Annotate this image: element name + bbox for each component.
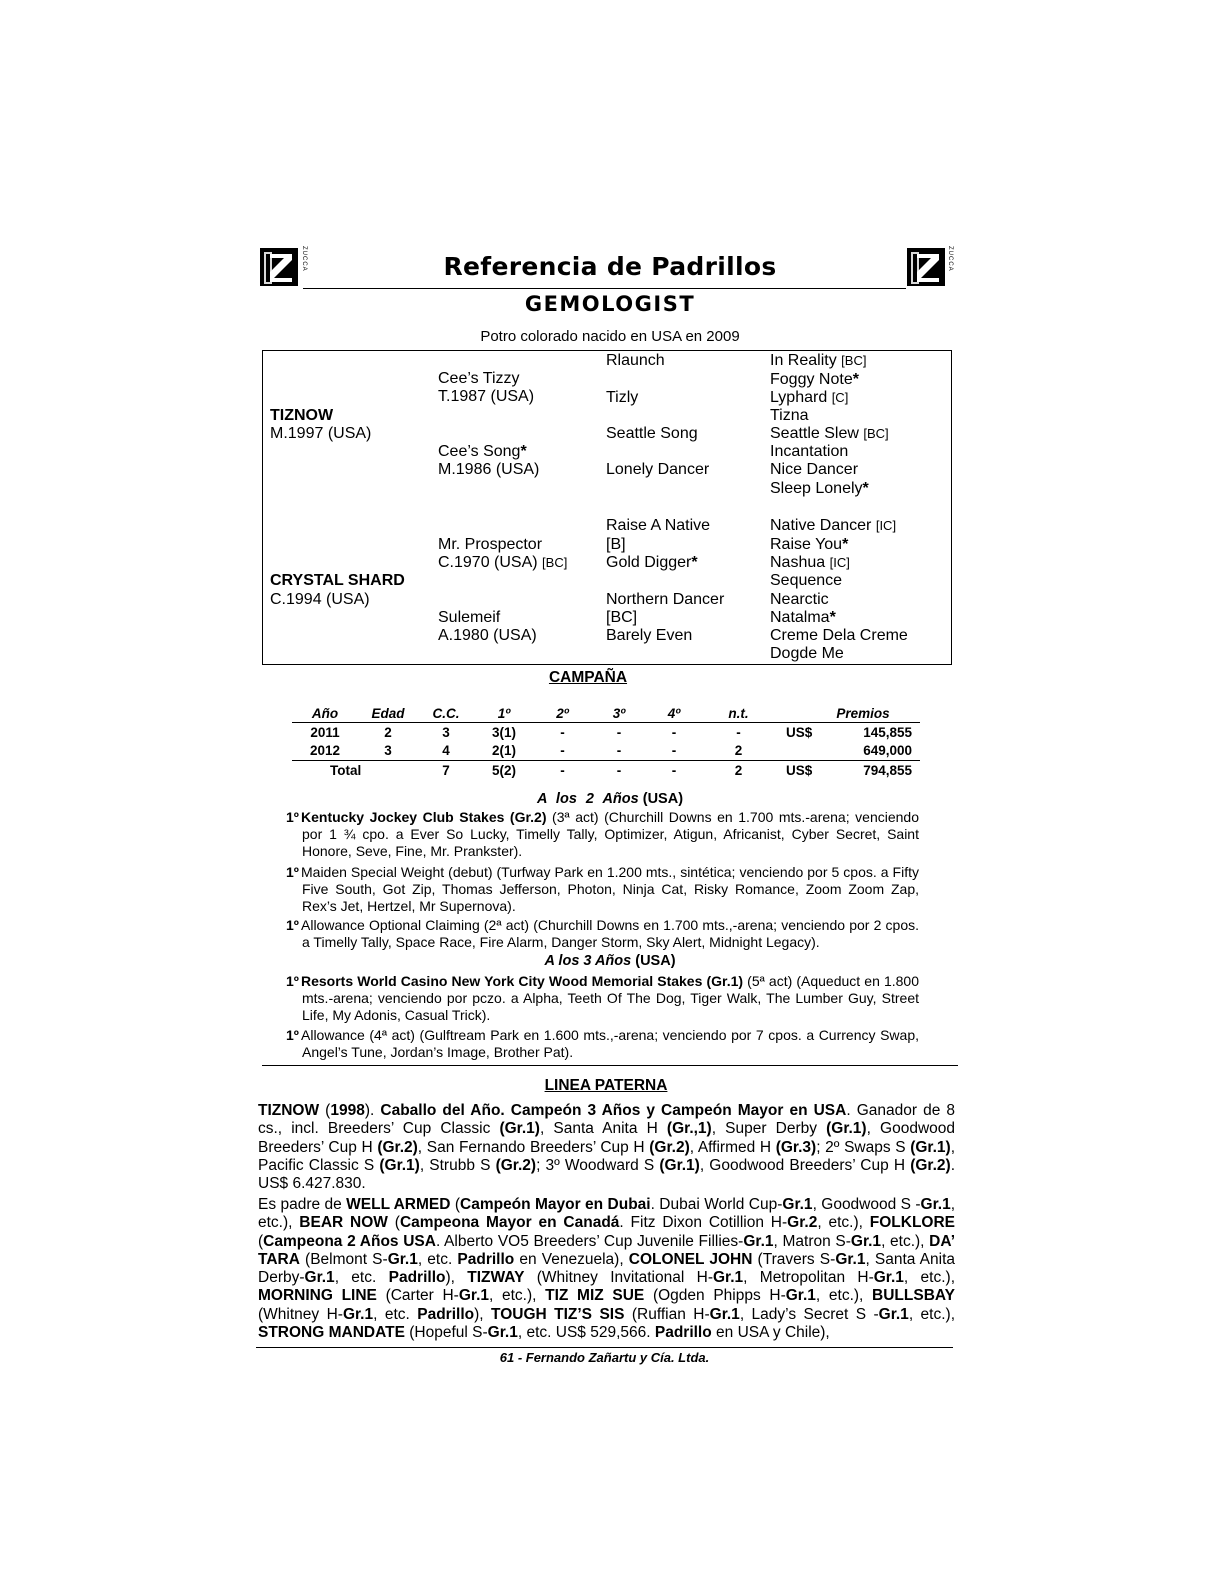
- text-run: WELL ARMED: [346, 1196, 451, 1213]
- text-run: , San Fernando Breeders’ Cup H: [417, 1138, 650, 1156]
- text-run: TIZNOW: [258, 1102, 320, 1119]
- g4-sequence: Sequence: [770, 572, 843, 589]
- text-run: , etc.),: [881, 1232, 930, 1250]
- cell-prize: 649,000: [863, 743, 912, 759]
- text-run: Campeón Mayor en Dubai: [460, 1196, 651, 1213]
- text-run: Gr.1: [458, 1287, 490, 1305]
- text-run: Gr.1: [487, 1324, 518, 1342]
- text-run: , etc.),: [489, 1287, 546, 1305]
- text-run: Campeona Mayor en Canadá: [399, 1214, 620, 1232]
- linea-paterna-paragraph-1: [258, 1102, 955, 1193]
- sire-dam-info: M.1986 (USA): [438, 461, 540, 478]
- text-run: ).: [364, 1102, 381, 1119]
- text-run: Gr.1: [920, 1196, 951, 1213]
- horse-description: Potro colorado nacido en USA en 2009: [480, 328, 740, 345]
- text-run: , Super Derby: [711, 1120, 827, 1138]
- cell-first: 3(1): [491, 724, 516, 740]
- g4-incantation: Incantation: [770, 443, 849, 460]
- sire-name: TIZNOW: [270, 407, 334, 424]
- campaign-title: CAMPAÑA: [548, 669, 628, 686]
- text-run: Gr.1: [835, 1250, 866, 1268]
- text-run: , Goodwood S -: [812, 1196, 921, 1213]
- text-run: , Goodwood Breeders’ Cup H: [699, 1156, 911, 1174]
- col-nt: n.t.: [701, 704, 776, 723]
- text-run: Es padre de: [258, 1196, 347, 1213]
- cell-nt: 2: [734, 743, 743, 759]
- text-run: , etc.),: [258, 1196, 956, 1232]
- total-row: [292, 761, 920, 780]
- col-fourth: 4º: [647, 704, 701, 723]
- g3-rlaunch: Rlaunch: [606, 352, 665, 369]
- g4-natalma: Natalma*: [770, 609, 836, 626]
- text-run: Gr.1: [304, 1269, 335, 1287]
- col-third: 3º: [591, 704, 647, 723]
- three-years-heading: A los 3 Años (USA): [544, 953, 676, 969]
- cell-third: -: [616, 743, 622, 759]
- cell-age: 3: [384, 743, 392, 759]
- pedigree-table: [262, 350, 952, 665]
- cell-nt: 2: [701, 761, 776, 780]
- g4-foggy-note: Foggy Note*: [770, 371, 859, 388]
- cell-fourth: -: [671, 743, 677, 759]
- text-run: , Lady’s Secret S -: [739, 1305, 879, 1323]
- text-run: (Gr.,1): [666, 1120, 712, 1138]
- dam-sire-info: C.1970 (USA) [BC]: [438, 554, 568, 571]
- text-run: , Santa Anita Derby-: [258, 1250, 956, 1287]
- col-first: 1º: [474, 704, 534, 723]
- g4-nearctic: Nearctic: [770, 591, 829, 608]
- text-run: Gr.1: [743, 1232, 774, 1250]
- text-run: , Strubb S: [419, 1156, 496, 1174]
- text-run: Gr.1: [782, 1196, 813, 1213]
- text-run: (Travers S-: [752, 1250, 836, 1268]
- text-run: , Pacific Classic S: [258, 1138, 955, 1174]
- table-row: [292, 723, 920, 742]
- text-run: (: [387, 1214, 400, 1232]
- text-run: (: [319, 1102, 331, 1119]
- text-run: Gr.2: [787, 1214, 818, 1232]
- linea-paterna-paragraph-2: [258, 1196, 955, 1342]
- table-row: [292, 742, 920, 761]
- g4-seattle-slew: Seattle Slew [BC]: [770, 425, 889, 442]
- text-run: ),: [445, 1269, 468, 1287]
- text-run: , etc. US$ 529,566.: [517, 1324, 655, 1342]
- g4-native-dancer: Native Dancer [IC]: [770, 517, 897, 534]
- g4-dogde-me: Dogde Me: [770, 645, 844, 662]
- text-run: (Belmont S-: [299, 1250, 388, 1268]
- text-run: (: [450, 1196, 460, 1213]
- text-run: (Gr.2): [377, 1138, 418, 1156]
- col-year: Año: [292, 704, 358, 723]
- dam-dam-info: A.1980 (USA): [438, 627, 537, 644]
- text-run: en USA y Chile),: [711, 1324, 830, 1342]
- dam-info: C.1994 (USA): [270, 591, 370, 608]
- cell-first: 5(2): [474, 761, 534, 780]
- text-run: en Venezuela),: [514, 1250, 629, 1268]
- g3-gold-digger: Gold Digger*: [606, 554, 698, 571]
- text-run: COLONEL JOHN: [628, 1250, 753, 1268]
- text-run: Gr.1: [387, 1250, 418, 1268]
- cell-cc: 3: [442, 724, 450, 740]
- g4-in-reality: In Reality [BC]: [770, 352, 867, 369]
- text-run: , etc.),: [903, 1269, 955, 1287]
- g4-sleep-lonely: Sleep Lonely*: [770, 480, 869, 497]
- text-run: TIZWAY: [467, 1269, 525, 1287]
- text-run: 1998: [330, 1102, 365, 1119]
- text-run: BULLSBAY: [872, 1287, 955, 1305]
- text-run: (Ogden Phipps H-: [644, 1287, 786, 1305]
- section-divider: [262, 1065, 958, 1066]
- text-run: (Hopeful S-: [404, 1324, 488, 1342]
- sire-info: M.1997 (USA): [270, 425, 372, 442]
- text-run: , etc.),: [908, 1305, 955, 1323]
- g3-raise-a-native-tag: [B]: [606, 536, 626, 553]
- text-run: ),: [474, 1305, 492, 1323]
- cell-year: 2011: [310, 724, 340, 740]
- text-run: Padrillo: [457, 1250, 515, 1268]
- text-run: (Gr.2): [649, 1138, 690, 1156]
- text-run: , Affirmed H: [689, 1138, 776, 1156]
- text-run: . Ganador de 8 cs., incl. Breeders’ Cup Classic: [258, 1102, 955, 1138]
- text-run: Gr.1: [850, 1232, 882, 1250]
- dam-dam-name: Sulemeif: [438, 609, 501, 626]
- text-run: (Gr.1): [826, 1120, 867, 1138]
- header-divider: [303, 288, 906, 289]
- col-second: 2º: [534, 704, 591, 723]
- text-run: , Metropolitan H-: [743, 1269, 874, 1287]
- text-run: (Gr.1): [910, 1138, 951, 1156]
- text-run: ; 3º Woodward S: [536, 1156, 660, 1174]
- sire-dam-name: Cee’s Song*: [438, 443, 527, 460]
- g3-seattle-song: Seattle Song: [606, 425, 698, 442]
- cell-second: -: [534, 761, 591, 780]
- text-run: (Carter H-: [376, 1287, 459, 1305]
- text-run: (Whitney Invitational H-: [524, 1269, 713, 1287]
- cell-fourth: -: [647, 761, 701, 780]
- cell-age: 2: [384, 724, 392, 740]
- text-run: , etc.: [417, 1250, 458, 1268]
- dam-sire-name: Mr. Prospector: [438, 536, 543, 553]
- col-prizes: Premios: [776, 704, 920, 723]
- g3-lonely-dancer: Lonely Dancer: [606, 461, 710, 478]
- text-run: (: [258, 1232, 264, 1250]
- text-run: , etc.: [334, 1269, 389, 1287]
- col-age: Edad: [358, 704, 418, 723]
- cell-prize: US$ 145,855: [786, 724, 912, 740]
- sire-sire-name: Cee’s Tizzy: [438, 370, 520, 387]
- text-run: TIZ MIZ SUE: [545, 1287, 645, 1305]
- text-run: Gr.1: [712, 1269, 744, 1287]
- text-run: , etc.),: [815, 1287, 873, 1305]
- logo-caption-left: ZUCCA: [301, 246, 307, 272]
- text-run: (Gr.3): [775, 1138, 817, 1156]
- cell-total-label: Total: [292, 761, 418, 780]
- text-run: DA’ TARA: [258, 1232, 955, 1268]
- cell-third: -: [591, 761, 647, 780]
- g3-barely-even: Barely Even: [606, 627, 693, 644]
- race-entry: 1º Maiden Special Weight (debut) (Turfway Park en 1.200 mts., sintética; venciendo por 5 cpos. a Fifty Five South, Got Zip, Thomas Jefferson, Photon, Ninja Cat, Risky Romance, Zoom Zoom Zap, Rex’s Jet, Hertzel, Mr Supernova).: [286, 864, 919, 915]
- cell-second: -: [560, 724, 565, 740]
- text-run: . Alberto VO5 Breeders’ Cup Juvenile Fillies-: [435, 1232, 744, 1250]
- text-run: Gr.1: [873, 1269, 904, 1287]
- text-run: Padrillo: [417, 1305, 475, 1323]
- text-run: (Gr.1): [659, 1156, 700, 1174]
- g4-tizna: Tizna: [770, 407, 809, 424]
- text-run: FOLKLORE: [869, 1214, 956, 1232]
- text-run: Gr.1: [342, 1305, 374, 1323]
- two-years-heading: A los 2 Años (USA): [536, 791, 684, 807]
- text-run: , Matron S-: [773, 1232, 851, 1250]
- g4-lyphard: Lyphard [C]: [770, 389, 849, 406]
- race-entry: 1º Kentucky Jockey Club Stakes (Gr.2) (3ª act) (Churchill Downs en 1.700 mts.-arena; venciendo por 1 ¾ cpo. a Ever So Lucky, Timelly Tally, Optimizer, Atigun, Africanist, Cyber Secret, Saint Honore, Seve, Fine, Mr. Prankster).: [286, 809, 919, 860]
- page-title: Referencia de Padrillos: [443, 252, 777, 281]
- col-cc: C.C.: [418, 704, 474, 723]
- text-run: Gr.1: [878, 1305, 909, 1323]
- g3-northern-dancer-tag: [BC]: [606, 609, 638, 626]
- text-run: . US$ 6.427.830.: [258, 1156, 955, 1193]
- cell-third: -: [616, 724, 622, 740]
- page-footer: 61 - Fernando Zañartu y Cía. Ltda.: [499, 1350, 710, 1365]
- cell-second: -: [560, 743, 565, 759]
- text-run: . Fitz Dixon Cotillion H-: [619, 1214, 788, 1232]
- cell-first: 2(1): [491, 743, 516, 759]
- race-entry: 1º Allowance (4ª act) (Gulftream Park en 1.600 mts.,-arena; venciendo por 7 cpos. a Currency Swap, Angel’s Tune, Jordan’s Image, Brother Pat).: [286, 1027, 919, 1061]
- text-run: (Gr.1): [379, 1156, 420, 1174]
- text-run: ; 2º Swaps S: [816, 1138, 911, 1156]
- campaign-header-row: [292, 704, 920, 723]
- text-run: STRONG MANDATE: [258, 1324, 405, 1342]
- text-run: BEAR NOW: [299, 1214, 388, 1232]
- cell-year: 2012: [309, 743, 341, 759]
- g4-raise-you: Raise You*: [770, 536, 849, 553]
- g4-creme-dela-creme: Creme Dela Creme: [770, 627, 908, 644]
- cell-cc: 7: [418, 761, 474, 780]
- text-run: (Ruffian H-: [624, 1305, 710, 1323]
- g3-northern-dancer: Northern Dancer: [606, 591, 725, 608]
- logo-caption-right: ZUCCA: [947, 246, 953, 272]
- text-run: , etc.),: [817, 1214, 870, 1232]
- text-run: Padrillo: [654, 1324, 712, 1342]
- text-run: (Gr.2): [910, 1156, 951, 1174]
- text-run: (Whitney H-: [258, 1305, 343, 1323]
- dam-name: CRYSTAL SHARD: [270, 572, 405, 589]
- text-run: TOUGH TIZ’S SIS: [491, 1305, 625, 1323]
- linea-paterna-title: LINEA PATERNA: [544, 1077, 668, 1094]
- sire-sire-info: T.1987 (USA): [438, 388, 535, 405]
- cell-cc: 4: [442, 743, 450, 759]
- g3-tizly: Tizly: [606, 389, 639, 406]
- g4-nice-dancer: Nice Dancer: [770, 461, 859, 478]
- race-entry: 1º Resorts World Casino New York City Wood Memorial Stakes (Gr.1) (5ª act) (Aqueduct en 1.800 mts.-arena; venciendo por pczo. a Alpha, Teeth Of The Dog, Tiger Walk, The Lumber Guy, Street Life, My Adonis, Casual Trick).: [286, 973, 920, 1024]
- text-run: Campeona 2 Años USA: [263, 1232, 436, 1250]
- text-run: MORNING LINE: [258, 1287, 377, 1305]
- text-run: , Goodwood Breeders’ Cup H: [258, 1120, 955, 1156]
- text-run: Gr.1: [709, 1305, 740, 1323]
- text-run: . Dubai World Cup-: [650, 1196, 783, 1213]
- g3-raise-a-native: Raise A Native: [606, 517, 711, 534]
- cell-nt: -: [736, 724, 741, 740]
- text-run: (Gr.1): [499, 1120, 540, 1138]
- zucca-logo-icon: [258, 244, 304, 290]
- cell-prize: US$ 794,855: [776, 761, 920, 780]
- text-run: , etc.: [373, 1305, 418, 1323]
- g4-nashua: Nashua [IC]: [770, 554, 850, 571]
- text-run: , Santa Anita H: [539, 1120, 667, 1138]
- race-entry: 1º Allowance Optional Claiming (2ª act) (Churchill Downs en 1.700 mts.,-arena; venciendo por 2 cpos. a Timelly Tally, Space Race, Fire Alarm, Danger Storm, Sky Alert, Midnight Legacy).: [286, 917, 919, 951]
- text-run: (Gr.2): [495, 1156, 537, 1174]
- text-run: Padrillo: [388, 1269, 446, 1287]
- footer-divider: [256, 1347, 953, 1348]
- campaign-table: [292, 704, 920, 780]
- cell-fourth: -: [671, 724, 677, 740]
- text-run: Caballo del Año. Campeón 3 Años y Campeón Mayor en USA: [380, 1102, 847, 1119]
- horse-name: GEMOLOGIST: [524, 292, 696, 316]
- text-run: Gr.1: [785, 1287, 816, 1305]
